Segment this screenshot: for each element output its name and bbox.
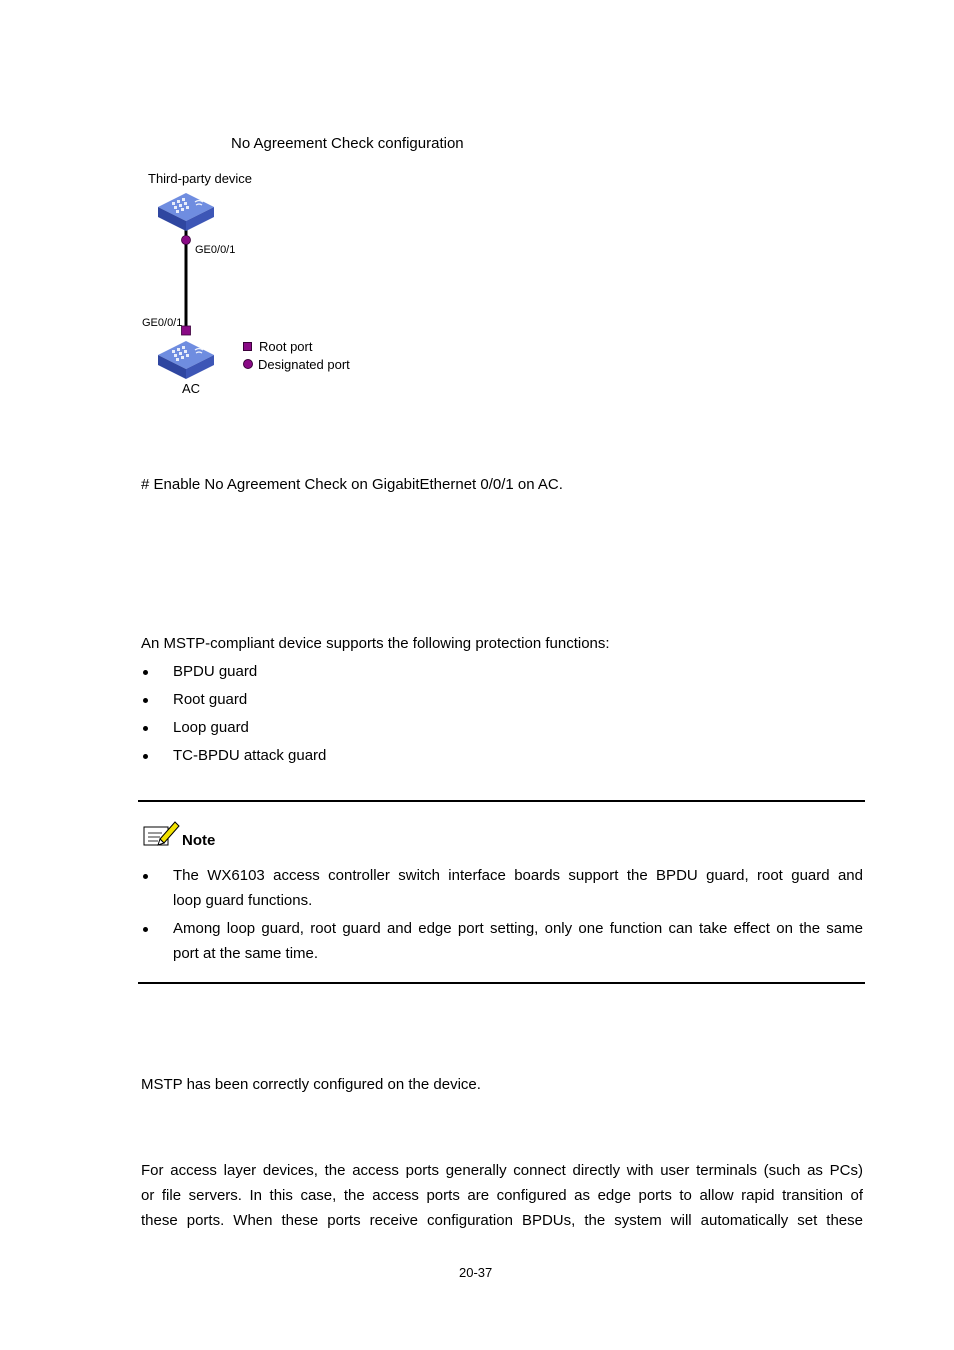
root-port-marker [182, 326, 191, 335]
legend-designated-port-swatch [243, 359, 253, 369]
note-top-rule [138, 800, 865, 802]
step-instruction: # Enable No Agreement Check on GigabitEthernet 0/0/1 on AC. [141, 476, 563, 493]
note-item-line: loop guard functions. [173, 892, 313, 909]
bullet-icon [143, 670, 148, 675]
list-item: Loop guard [173, 719, 249, 736]
bullet-icon [143, 927, 148, 932]
note-pencil-icon [142, 819, 182, 849]
top-device-label: Third-party device [148, 171, 253, 186]
note-item-line: Among loop guard, root guard and edge port setting, only one function can take effect on the same [173, 920, 863, 937]
paragraph-line: For access layer devices, the access ports generally connect directly with user terminals (such as PCs) [141, 1162, 863, 1179]
paragraph-line: these ports. When these ports receive configuration BPDUs, the system will automatically set these [141, 1212, 863, 1229]
note-bottom-rule [138, 982, 865, 984]
protection-intro: An MSTP-compliant device supports the following protection functions: [141, 635, 610, 652]
note-item-line: port at the same time. [173, 945, 319, 962]
page-number: 20-37 [459, 1265, 493, 1280]
bullet-icon [143, 754, 148, 759]
list-item: BPDU guard [173, 663, 258, 680]
list-item: Root guard [173, 691, 248, 708]
list-item: TC-BPDU attack guard [173, 747, 327, 764]
note-title: Note [182, 832, 216, 849]
note-item-line: The WX6103 access controller switch interface boards support the BPDU guard, root guard and [173, 867, 863, 884]
topology-diagram [140, 185, 260, 385]
third-party-device-icon [158, 193, 214, 231]
legend-designated-port-label: Designated port [258, 357, 350, 372]
note-item [173, 916, 863, 966]
designated-port-marker [182, 236, 191, 245]
bullet-icon [143, 698, 148, 703]
ac-device-icon [158, 341, 214, 379]
note-item [173, 863, 863, 913]
bpdu-guard-paragraph [141, 1158, 863, 1233]
bullet-icon [143, 874, 148, 879]
bullet-icon [143, 726, 148, 731]
top-port-label: GE0/0/1 [195, 244, 236, 256]
legend-root-port-swatch [243, 342, 252, 351]
paragraph-line: or file servers. In this case, the access ports are configured as edge ports to allow rapid transition of [141, 1187, 863, 1204]
bottom-port-label: GE0/0/1 [142, 317, 183, 329]
legend-root-port-label: Root port [259, 339, 313, 354]
figure-caption: No Agreement Check configuration [231, 135, 464, 152]
ac-device-label: AC [182, 381, 201, 396]
prerequisite-text: MSTP has been correctly configured on the device. [141, 1076, 481, 1093]
